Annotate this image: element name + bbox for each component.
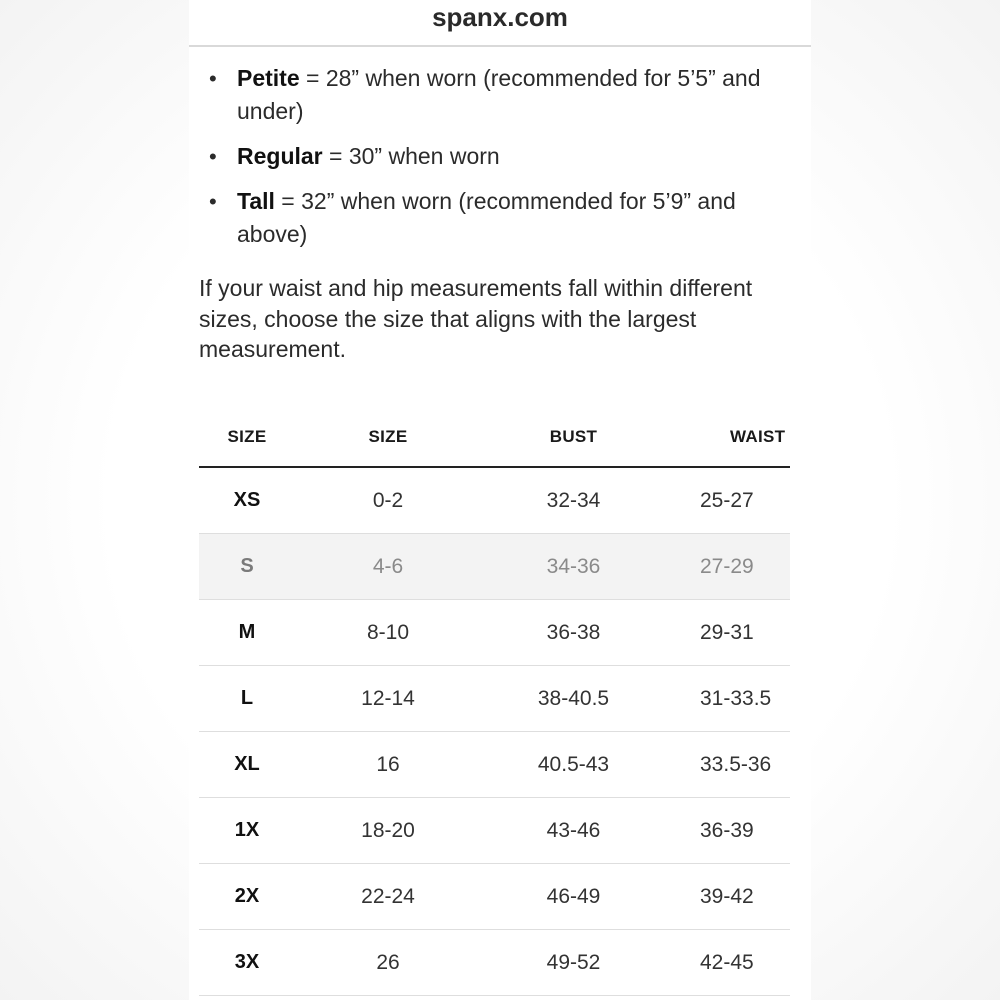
cell-bust: 46-49 [481,864,666,930]
fit-option-name: Regular [237,143,323,169]
table-row [199,534,790,600]
cell-bust: 43-46 [481,798,666,864]
address-bar[interactable] [189,0,811,47]
table-row [199,467,790,534]
bullet-icon: • [209,189,217,214]
cell-size-label: S [199,534,295,600]
fit-option-name: Tall [237,188,275,214]
size-chart-container[interactable] [199,408,790,996]
table-row [199,666,790,732]
fit-option-detail: = 32” when worn (recommended for 5’9” and above) [237,188,736,247]
table-row [199,798,790,864]
url-text: spanx.com [432,2,568,32]
cell-bust: 49-52 [481,930,666,996]
bullet-icon: • [209,144,217,169]
table-header-row [199,408,790,467]
fit-option-petite [199,62,799,128]
cell-waist: 31-33.5 [666,666,790,732]
cell-waist: 36-39 [666,798,790,864]
cell-waist: 33.5-36 [666,732,790,798]
cell-size-number: 12-14 [295,666,481,732]
cell-size-label: XL [199,732,295,798]
cell-size-number: 8-10 [295,600,481,666]
fit-option-detail: = 30” when worn [322,143,500,169]
cell-waist: 25-27 [666,467,790,534]
cell-size-number: 18-20 [295,798,481,864]
size-chart-table [199,408,790,996]
mobile-browser-window [189,0,811,1000]
cell-size-number: 4-6 [295,534,481,600]
size-guidance-note: If your waist and hip measurements fall within different sizes, choose the size that aligns with the largest measurement. [199,275,753,362]
cell-size-label: 2X [199,864,295,930]
cell-waist: 42-45 [666,930,790,996]
table-row [199,864,790,930]
cell-size-label: M [199,600,295,666]
column-header-size-number: SIZE [295,408,481,467]
fit-option-detail: = 28” when worn (recommended for 5’5” and under) [237,65,761,124]
cell-size-label: XS [199,467,295,534]
column-header-waist: WAIST [666,408,790,467]
cell-size-label: 3X [199,930,295,996]
cell-bust: 40.5-43 [481,732,666,798]
cell-size-number: 22-24 [295,864,481,930]
cell-size-label: L [199,666,295,732]
fit-option-regular [199,140,799,173]
cell-bust: 38-40.5 [481,666,666,732]
fit-option-name: Petite [237,65,300,91]
cell-bust: 32-34 [481,467,666,534]
fit-option-tall [199,185,799,251]
cell-waist: 39-42 [666,864,790,930]
bullet-icon: • [209,66,217,91]
cell-waist: 27-29 [666,534,790,600]
cell-size-number: 0-2 [295,467,481,534]
cell-bust: 36-38 [481,600,666,666]
cell-bust: 34-36 [481,534,666,600]
table-row [199,600,790,666]
cell-size-label: 1X [199,798,295,864]
column-header-bust: BUST [481,408,666,467]
fit-options-list [199,62,799,251]
cell-waist: 29-31 [666,600,790,666]
table-row [199,732,790,798]
table-row [199,930,790,996]
column-header-size-label: SIZE [199,408,295,467]
cell-size-number: 16 [295,732,481,798]
page-content [199,62,799,388]
cell-size-number: 26 [295,930,481,996]
